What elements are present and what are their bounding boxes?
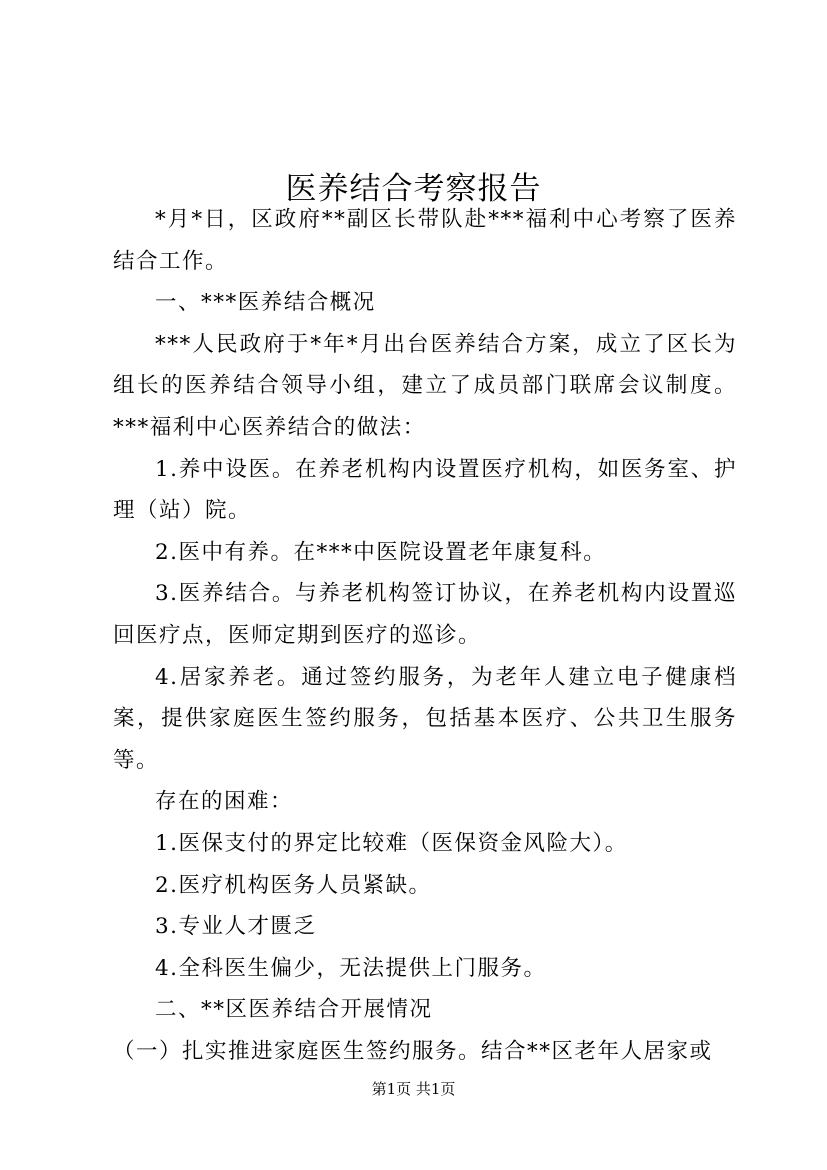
document-title: 医养结合考察报告: [285, 170, 542, 207]
paragraph-intro: *月*日，区政府**副区长带队赴***福利中心考察了医养结合工作。: [113, 207, 737, 274]
paragraph-overview: ***人民政府于*年*月出台医养结合方案，成立了区长为组长的医养结合领导小组，建立了成员部门联席会议制度。***福利中心医养结合的做法：: [113, 331, 737, 440]
list-item-practice-4: 4.居家养老。通过签约服务，为老年人建立电子健康档案，提供家庭医生签约服务，包括基本医疗、公共卫生服务等。: [113, 664, 737, 773]
list-item-difficulty-4: 4.全科医生偏少，无法提供上门服务。: [155, 955, 547, 981]
paragraph-subsection-1: （一）扎实推进家庭医生签约服务。结合**区老年人居家或: [113, 1038, 713, 1064]
list-item-practice-3: 3.医养结合。与养老机构签订协议，在养老机构内设置巡回医疗点，医师定期到医疗的巡诊。: [113, 581, 737, 648]
section-heading-2: 二、**区医养结合开展情况: [155, 997, 433, 1023]
page-footer: 第1页 共1页: [371, 1080, 456, 1098]
document-body: [113, 199, 737, 1072]
list-item-difficulty-1: 1.医保支付的界定比较难（医保资金风险大）。: [155, 830, 628, 856]
list-item-difficulty-2: 2.医疗机构医务人员紧缺。: [155, 872, 432, 898]
section-heading-1: 一、***医养结合概况: [155, 290, 376, 316]
list-item-practice-1: 1.养中设医。在养老机构内设置医疗机构，如医务室、护理（站）院。: [113, 456, 737, 524]
list-item-practice-2: 2.医中有养。在***中医院设置老年康复科。: [155, 539, 607, 565]
list-item-difficulty-3: 3.专业人才匮乏: [155, 914, 317, 940]
difficulties-heading: 存在的困难：: [155, 789, 294, 815]
